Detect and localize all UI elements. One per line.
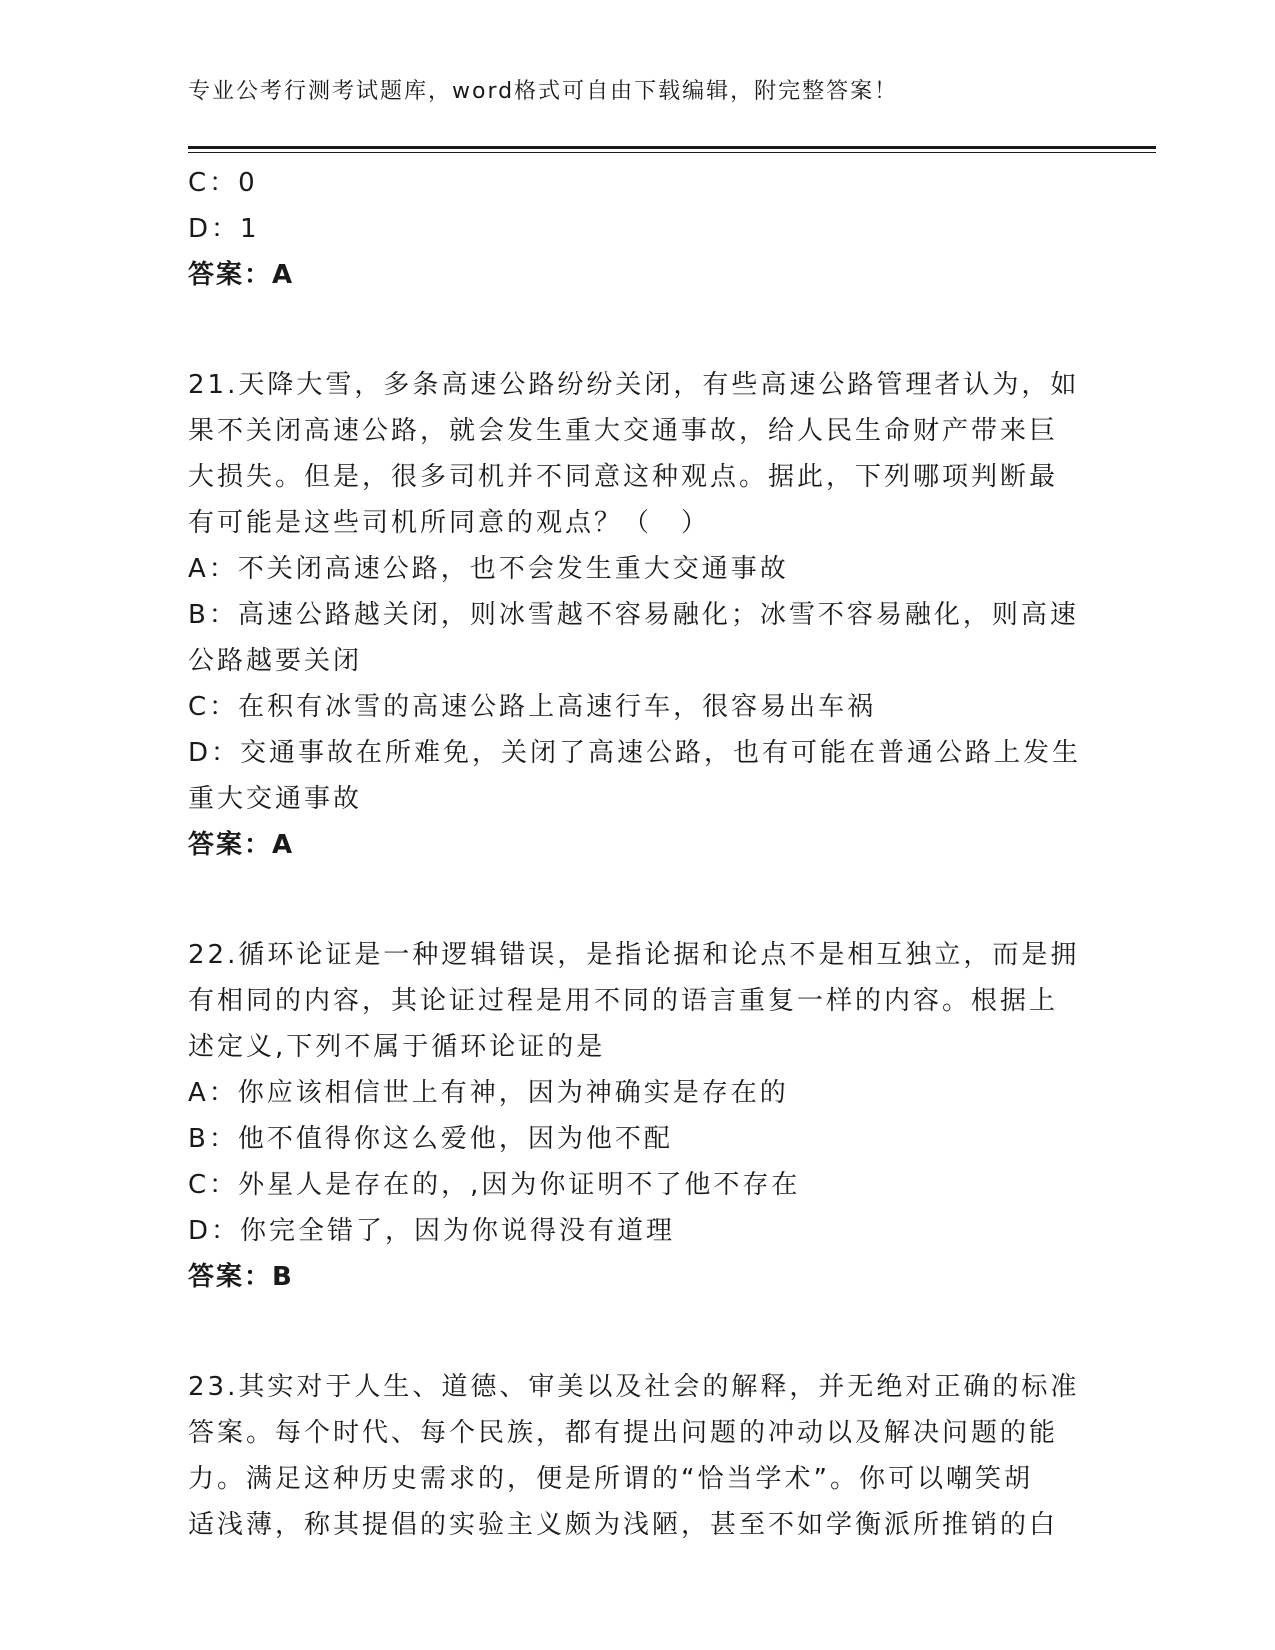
answer-line: 答案：A (188, 830, 295, 860)
question-22 (188, 932, 1083, 1300)
question-stem-line: 有相同的内容，其论证过程是用不同的语言重复一样的内容。根据上 (188, 986, 1059, 1016)
answer-line: 答案：B (188, 1262, 294, 1292)
question-stem-line: 21.天降大雪，多条高速公路纷纷关闭，有些高速公路管理者认为，如 (188, 370, 1080, 400)
question-gap (188, 298, 1083, 362)
question-stem-line: 适浅薄，称其提倡的实验主义颇为浅陋，甚至不如学衡派所推销的白 (188, 1510, 1059, 1540)
option-d: D：交通事故在所难免，关闭了高速公路，也有可能在普通公路上发生 (188, 738, 1082, 768)
question-stem-line: 力。满足这种历史需求的，便是所谓的“恰当学术”。你可以嘲笑胡 (188, 1464, 1033, 1494)
header-rule-thick (188, 146, 1156, 149)
question-stem-line: 答案。每个时代、每个民族，都有提出问题的冲动以及解决问题的能 (188, 1418, 1059, 1448)
question-stem-line: 22.循环论证是一种逻辑错误，是指论据和论点不是相互独立，而是拥 (188, 940, 1080, 970)
question-stem-line: 大损失。但是，很多司机并不同意这种观点。据此，下列哪项判断最 (188, 462, 1059, 492)
answer-line: 答案：A (188, 260, 295, 290)
question-stem-line: 有可能是这些司机所同意的观点？（ ） (188, 508, 711, 538)
page-header: 专业公考行测考试题库，word格式可自由下载编辑，附完整答案！ (188, 79, 899, 104)
question-23 (188, 1364, 1083, 1548)
option-c: C：在积有冰雪的高速公路上高速行车，很容易出车祸 (188, 692, 877, 722)
question-gap (188, 868, 1083, 932)
option-d: D：1 (188, 214, 260, 244)
question-gap (188, 1300, 1083, 1364)
option-d-continued: 重大交通事故 (188, 784, 363, 814)
question-stem-line: 果不关闭高速公路，就会发生重大交通事故，给人民生命财产带来巨 (188, 416, 1059, 446)
option-a: A：你应该相信世上有神，因为神确实是存在的 (188, 1078, 789, 1108)
question-stem-line: 23.其实对于人生、道德、审美以及社会的解释，并无绝对正确的标准 (188, 1372, 1080, 1402)
option-c: C：0 (188, 168, 258, 198)
option-c: C：外星人是存在的，,因为你证明不了他不存在 (188, 1170, 801, 1200)
option-b-continued: 公路越要关闭 (188, 646, 363, 676)
header-rule-thin (188, 152, 1156, 153)
option-d: D：你完全错了，因为你说得没有道理 (188, 1216, 676, 1246)
option-b: B：他不值得你这么爱他，因为他不配 (188, 1124, 673, 1154)
option-a: A：不关闭高速公路，也不会发生重大交通事故 (188, 554, 789, 584)
document-body (188, 160, 1083, 1548)
question-21 (188, 362, 1083, 868)
question-stem-line: 述定义,下列不属于循环论证的是 (188, 1032, 606, 1062)
option-b: B：高速公路越关闭，则冰雪越不容易融化；冰雪不容易融化，则高速 (188, 600, 1079, 630)
previous-question-tail (188, 160, 1083, 298)
